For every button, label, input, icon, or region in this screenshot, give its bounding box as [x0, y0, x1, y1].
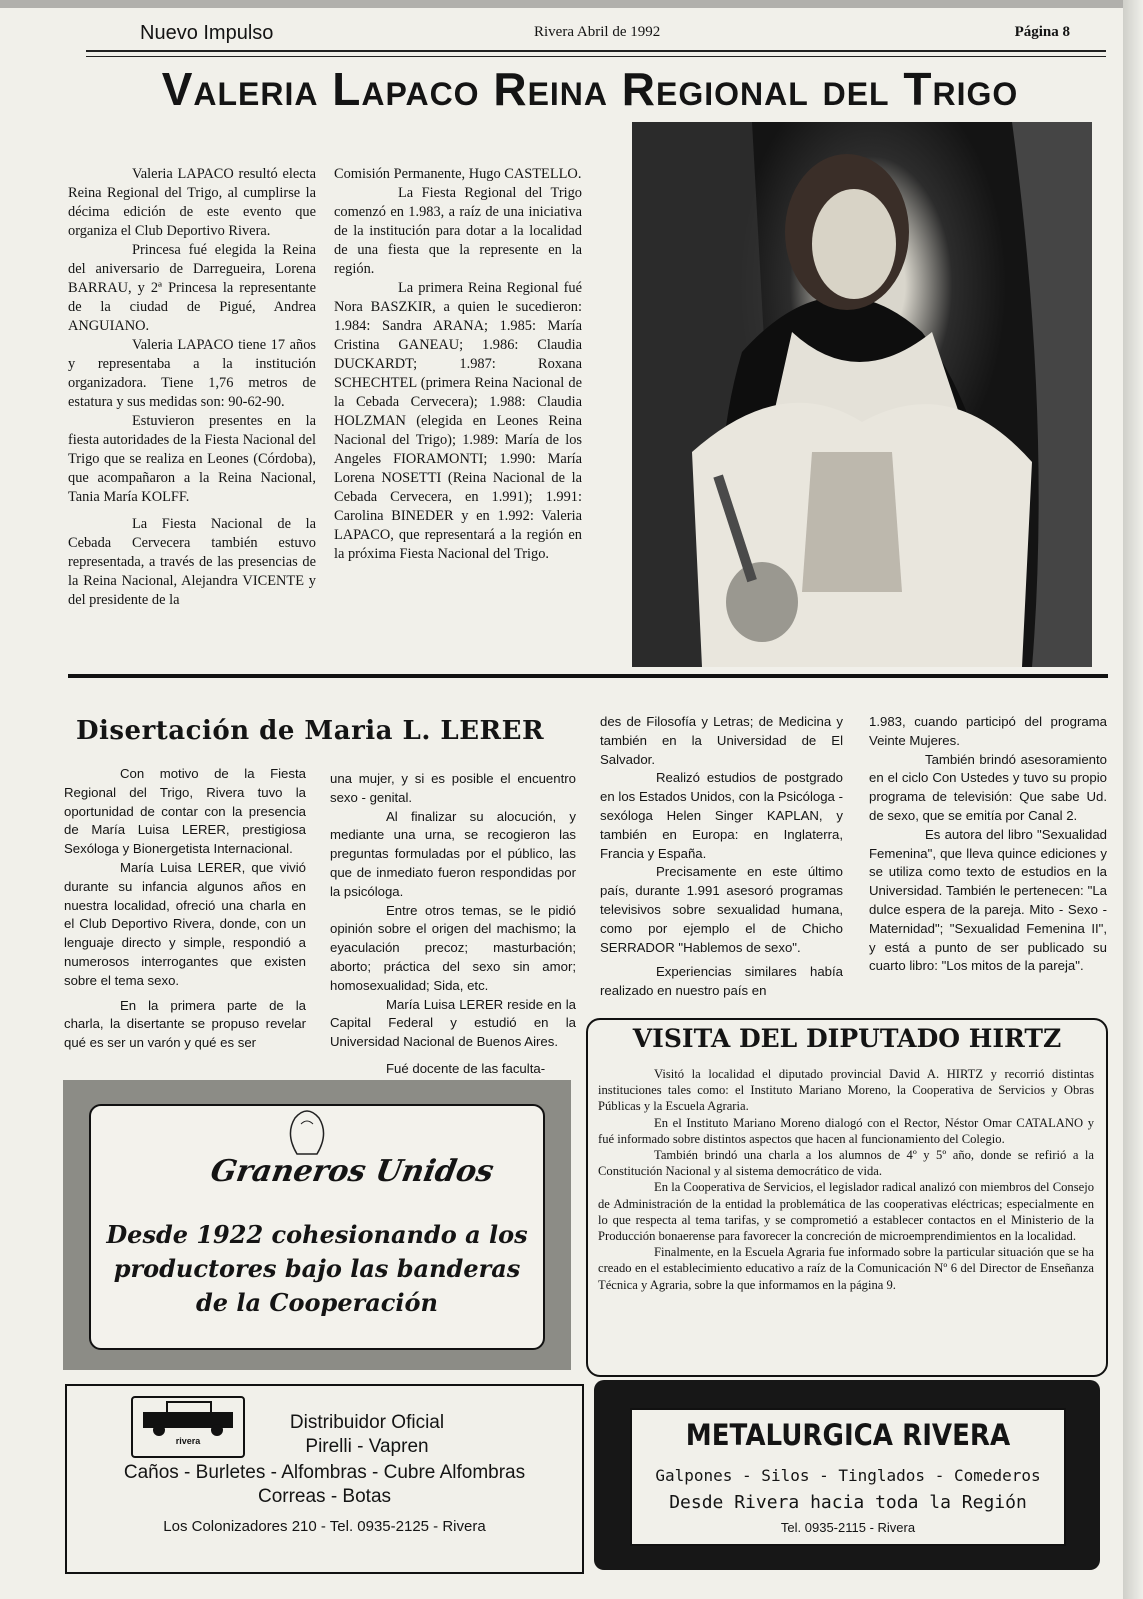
- paragraph: Visitó la localidad el diputado provincial David A. HIRTZ y recorrió distintas instituciones tales como: el Instituto Mariano Moreno, la Cooperativa de Servicios y Obras Públicas y la Escuela Agraria.: [598, 1067, 1094, 1114]
- masthead: [86, 20, 1106, 48]
- visita-title: VISITA DEL DIPUTADO HIRTZ: [632, 1024, 1062, 1053]
- metalurgica-title: METALURGICA RIVERA: [685, 1418, 1011, 1452]
- paragraph: Es autora del libro "Sexualidad Femenina", que lleva quince ediciones y se utiliza como texto de estudios en la Universidad. También le pertenecen: "La dulce espera de la pareja. Mito - Sexo - Maternidad"; "Sexualidad Femenina II", y está a punto de ser publicado su cuarto libro: "Los mitos de la pareja".: [869, 826, 1107, 974]
- paragraph: des de Filosofía y Letras; de Medicina y también en la Universidad de El Salvador.: [600, 714, 843, 767]
- paragraph: La Fiesta Regional del Trigo comenzó en 1.983, a raíz de una iniciativa de la institución para dotar a la localidad de una fiesta que la represente en la región.: [334, 185, 582, 277]
- paragraph: María Luisa LERER, que vivió durante su infancia algunos años en nuestra localidad, ofreció una charla en el Club Deportivo Rivera, donde, con un lenguaje directo y simple, respondió a numerosos interrogantes que existen sobre el tema sexo.: [64, 859, 306, 988]
- graneros-ad-frame: [89, 1104, 545, 1350]
- paragraph: Con motivo de la Fiesta Regional del Trigo, Rivera tuvo la oportunidad de contar con la presencia de María Luisa LERER, prestigiosa Sexóloga y Bionergetista Internacional.: [64, 766, 306, 857]
- disertacion-column-3: [600, 713, 843, 1001]
- paragraph: En la primera parte de la charla, la disertante se propuso revelar qué es ser un varón y qué es ser: [64, 997, 306, 1051]
- metalurgica-line-1: Galpones - Silos - Tinglados - Comederos: [655, 1466, 1041, 1485]
- paragraph: Princesa fué elegida la Reina del aniversario de Darregueira, Lorena BARRAU, y 2ª Princesa la representante de la ciudad de Pigué, Andrea ANGUIANO.: [68, 242, 316, 334]
- main-headline: Valeria Lapaco Reina Regional del Trigo: [161, 63, 1019, 115]
- paragraph: También brindó una charla a los alumnos de 4º y 5º año, donde se refirió a la Constitución Nacional y al sistema democrático de vida.: [598, 1148, 1094, 1179]
- autoccesorios-ad: [65, 1384, 584, 1574]
- paragraph: Precisamente en este último país, durante 1.991 asesoró programas televisivos sobre sexualidad humana, como por ejemplo el de Chicho SERRADOR "Hablemos de sexo".: [600, 864, 843, 955]
- graneros-slogan: Desde 1922 cohesionando a los productores bajo las banderas de la Cooperación: [106, 1220, 528, 1317]
- paragraph: Valeria LAPACO resultó electa Reina Regional del Trigo, al cumplirse la décima edición de este evento que organiza el Club Deportivo Rivera.: [68, 166, 316, 239]
- disertacion-column-4: [869, 713, 1107, 976]
- graneros-logo: Graneros Unidos: [207, 1154, 497, 1189]
- queen-photo: [632, 122, 1092, 667]
- ad2-line-1: Distribuidor Oficial: [289, 1412, 445, 1433]
- paragraph: 1.983, cuando participó del programa Veinte Mujeres.: [869, 714, 1107, 748]
- ad2-line-3: Caños - Burletes - Alfombras - Cubre Alfombras: [123, 1462, 526, 1483]
- paragraph: Experiencias similares había realizado en nuestro país en: [600, 964, 843, 999]
- paragraph: También brindó asesoramiento en el ciclo Con Ustedes y tuvo su propio programa de televisión: Que sabe Ud. de sexo, que se emitía por Canal 2.: [869, 751, 1107, 823]
- disertacion-column-2: [330, 770, 576, 1079]
- ad2-line-2: Pirelli - Vapren: [305, 1436, 429, 1457]
- ad2-address: Los Colonizadores 210 - Tel. 0935-2125 - Rivera: [163, 1518, 486, 1535]
- issue-date: Rivera Abril de 1992: [534, 24, 661, 40]
- queen-photo-drawing: [632, 122, 1092, 667]
- paragraph: Finalmente, en la Escuela Agraria fue informado sobre la particular situación que se ha creado en el establecimiento educativo a raíz de la Comunicación Nº 6 del Director de Enseñanza Técnica y Agraria, sobre la que informamos en la página 9.: [598, 1245, 1094, 1292]
- paragraph: Fué docente de las faculta-: [386, 1060, 546, 1076]
- paragraph: La Fiesta Nacional de la Cebada Cervecera también estuvo representada, a través de las presencias de la Reina Nacional, Alejandra VICENTE y del presidente de la: [68, 516, 316, 608]
- disertacion-title: Disertación de Maria L. LERER: [76, 716, 545, 746]
- paragraph: Al finalizar su alocución, y mediante una urna, se recogieron las preguntas formuladas por el público, las que de inmediato fueron respondidas por la psicóloga.: [330, 808, 576, 899]
- paragraph: Valeria LAPACO tiene 17 años y representaba a la institución organizadora. Tiene 1,76 metros de estatura y sus medidas son: 90-62-90.: [68, 337, 316, 410]
- paragraph: Estuvieron presentes en la fiesta autoridades de la Fiesta Nacional del Trigo que se realiza en Leones (Córdoba), que acompañaron a la Reina Nacional, Tania María KOLFF.: [68, 413, 316, 505]
- page-edge: [1123, 0, 1143, 1599]
- page-number: Página 8: [1014, 24, 1070, 40]
- disertacion-column-1: [64, 765, 306, 1053]
- paragraph: una mujer, y si es posible el encuentro sexo - genital.: [330, 771, 576, 805]
- ad2-line-4: Correas - Botas: [257, 1486, 392, 1507]
- metalurgica-tel: Tel. 0935-2115 - Rivera: [780, 1520, 916, 1535]
- reina-column-2: [334, 165, 582, 564]
- paragraph: En el Instituto Mariano Moreno dialogó con el Rector, Néstor Omar CATALANO y fué informado sobre distintos aspectos que hacen al funcionamiento del Colegio.: [598, 1115, 1094, 1146]
- paragraph: La primera Reina Regional fué Nora BASZKIR, a quien le sucedieron: 1.984: Sandra ARANA; 1.985: María Cristina GANEAU; 1.986: Claudia DUCKARDT; 1.987: Roxana SCHECHTEL (primera Reina Nacional de la Cebada Cervecera); 1.988: Claudia HOLZMAN (elegida en Leones Reina Nacional del Trigo); 1.989: María de los Angeles FIORAMONTI; 1.990: María Lorena NOSETTI (Reina Nacional de la Cebada Cervecera, en 1.991); 1.991: Carolina BINEDER y en 1.992: Valeria LAPACO, que representará a la región en la próxima Fiesta Nacional del Trigo.: [334, 280, 582, 562]
- newspaper-name: Nuevo Impulso: [140, 22, 274, 44]
- shop-logo-text: rivera: [175, 1436, 201, 1446]
- wheat-sack-icon: [277, 1104, 337, 1160]
- paragraph: Entre otros temas, se le pidió opinión sobre el origen del machismo; la eyaculación precoz; masturbación; aborto; práctica del sexo sin amor; homosexualidad; Sida, etc.: [330, 902, 576, 993]
- reina-column-1: [68, 165, 316, 610]
- section-rule: [68, 674, 1108, 678]
- visita-body: [598, 1066, 1094, 1293]
- paragraph: María Luisa LERER reside en la Capital Federal y estudió en la Universidad Nacional de Buenos Aires.: [330, 996, 576, 1050]
- masthead-rule: [86, 50, 1106, 57]
- top-edge: [0, 0, 1143, 8]
- paragraph: En la Cooperativa de Servicios, el legislador radical analizó con miembros del Consejo de Administración de la entidad la problemática de las cooperativas eléctricas; especialmente en lo que respecta al tema tarifas, y se comprometió a establecer contactos en el Ministerio de la Producción bonaerense para favorecer la concreción de microemprendimientos en la localidad.: [598, 1180, 1094, 1244]
- metalurgica-ad-frame: [630, 1408, 1066, 1546]
- metalurgica-rivera-ad: [594, 1380, 1100, 1570]
- paragraph: Realizó estudios de postgrado en los Estados Unidos, con la Psicóloga - sexóloga Helen Singer KAPLAN, y también en Europa: en Inglaterra, Francia y España.: [600, 770, 843, 861]
- paragraph: Comisión Permanente, Hugo CASTELLO.: [334, 166, 582, 182]
- metalurgica-line-2: Desde Rivera hacia toda la Región: [669, 1492, 1027, 1513]
- visita-box: [586, 1018, 1108, 1377]
- graneros-unidos-ad: [63, 1080, 571, 1370]
